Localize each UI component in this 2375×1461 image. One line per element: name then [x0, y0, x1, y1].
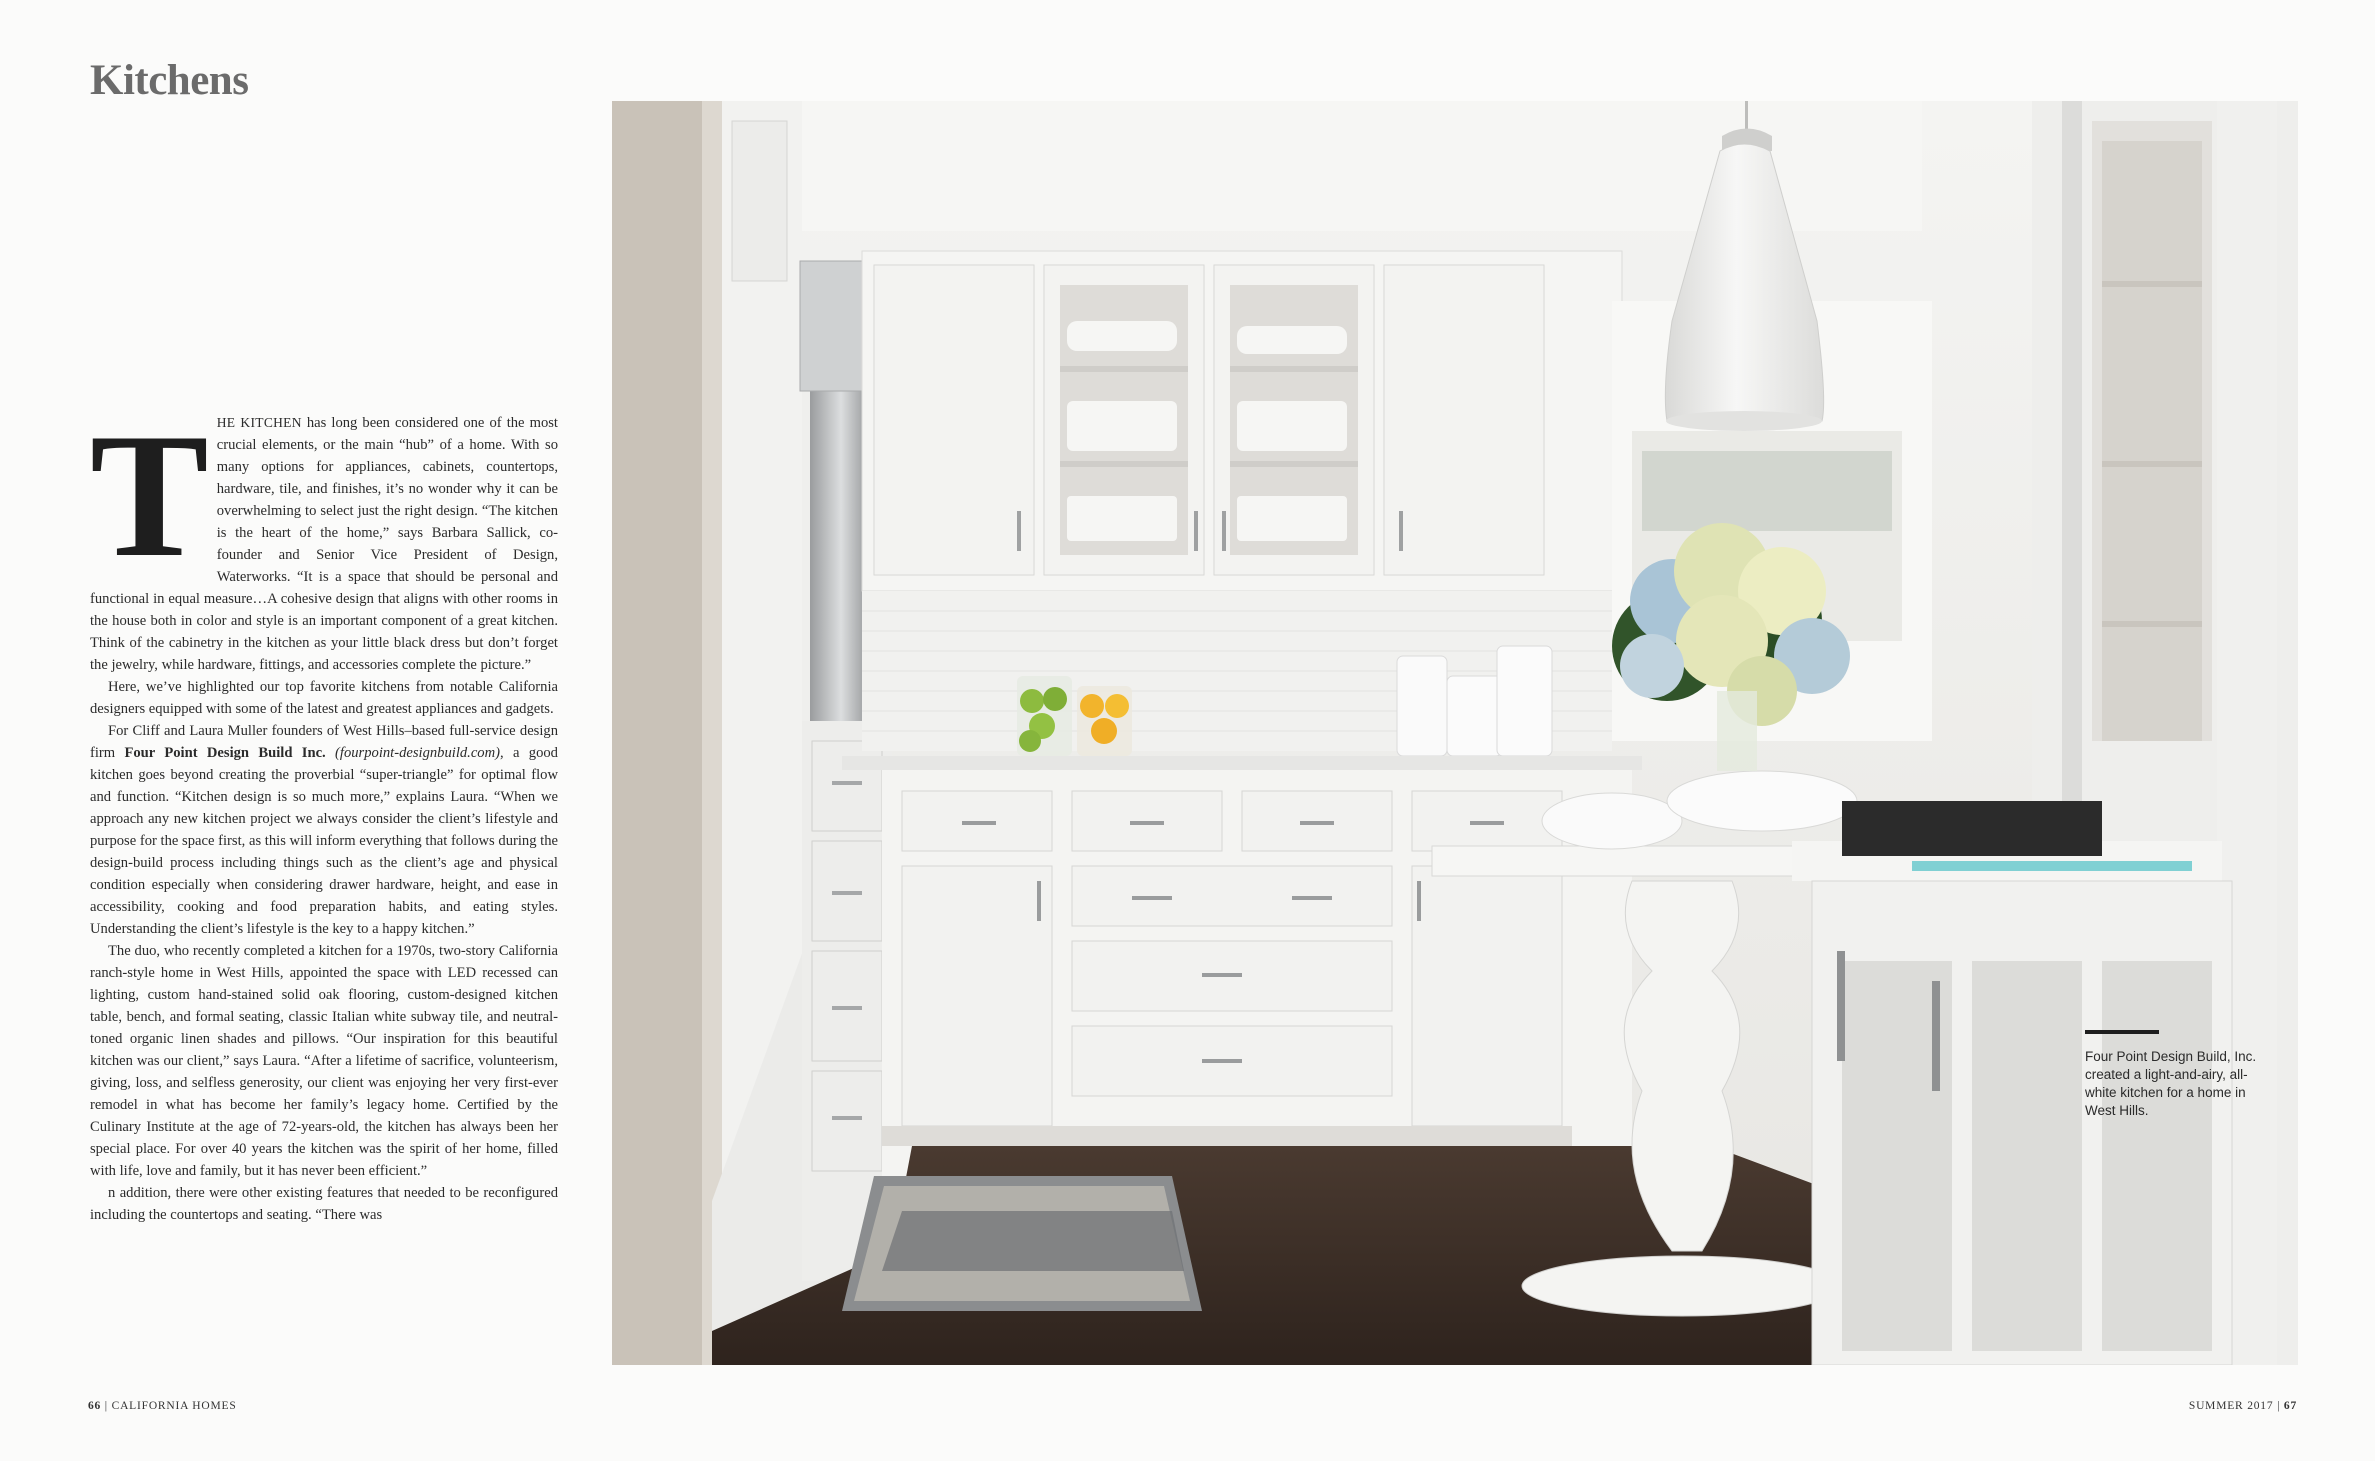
- paragraph-3-text-a: For Cliff and Laura Muller founders of West Hills–based full-service design firm: [90, 723, 558, 761]
- company-url: (fourpoint-designbuild.com): [335, 745, 501, 761]
- section-title: Kitchens: [90, 57, 249, 104]
- issue-name: SUMMER 2017: [2188, 1400, 2274, 1412]
- article-paragraph-1: [90, 396, 558, 676]
- folio-left: [88, 1400, 237, 1412]
- article-paragraph-5: n addition, there were other existing features that needed to be reconfigured including the countertops and seating. “There was: [90, 1185, 558, 1223]
- publication-name: CALIFORNIA HOMES: [111, 1400, 237, 1412]
- photo-caption: Four Point Design Build, Inc. created a light-and-airy, all-white kitchen for a home in West Hills.: [2085, 1049, 2257, 1118]
- kitchen-photo: [612, 101, 2298, 1365]
- article-body: [90, 396, 558, 1226]
- paragraph-1-text: has long been considered one of the most crucial elements, or the main “hub” of a home. With so many options for appliances, cabinets, countertops, hardware, tile, and finishes, it’s no wonder why it can be overwhelming to select just the right design. “The kitchen is the heart of the home,” says Barbara Sallick, co-founder and Senior Vice President of Design, Waterworks. “It is a space that should be personal and functional in equal measure…A cohesive design that aligns with other rooms in the house both in color and style is an important component of a great kitchen. Think of the cabinetry in the kitchen as your little black dress but don’t forget the jewelry, while hardware, fittings, and accessories complete the picture.”: [90, 415, 558, 673]
- article-paragraph-2: Here, we’ve highlighted our top favorite kitchens from notable California designers equipped with some of the latest and greatest appliances and gadgets.: [90, 679, 558, 717]
- folio-separator-left: |: [104, 1400, 108, 1412]
- lead-in: HE KITCHEN: [216, 415, 302, 430]
- caption-rule: [2085, 1030, 2159, 1034]
- right-page-number: 67: [2283, 1400, 2297, 1412]
- folio-separator-right: |: [2277, 1400, 2281, 1412]
- article-paragraph-3: [90, 720, 558, 940]
- paragraph-3-text-b: , a good kitchen goes beyond creating the proverbial “super-triangle” for optimal flow and function. “Kitchen design is so much more,” explains Laura. “When we approach any new kitchen project we always consider the client’s lifestyle and purpose for the space first, as this will inform everything that follows during the design-build process including things such as the client’s age and physical condition especially when considering drawer hardware, height, and ease in accessibility, cooking and food preparation habits, and eating styles. Understanding the client’s lifestyle is the key to a happy kitchen.”: [90, 745, 558, 937]
- article-paragraph-4: The duo, who recently completed a kitchen for a 1970s, two-story California ranch-style home in West Hills, appointed the space with LED recessed can lighting, custom hand-stained solid oak flooring, custom-designed kitchen table, bench, and formal seating, classic Italian white subway tile, and neutral-toned organic linen shades and pillows. “Our inspiration for this beautiful kitchen was our client,” says Laura. “After a lifetime of sacrifice, volunteerism, giving, loss, and selfless generosity, our client was enjoying her very first-ever remodel in what has become her family’s legacy home. Certified by the Culinary Institute at the age of 72-years-old, the kitchen has always been her special place. For over 40 years the kitchen was the spirit of her home, filled with life, love and family, but it has never been efficient.”: [90, 943, 558, 1179]
- drop-cap: T: [90, 396, 209, 594]
- folio-right: [2189, 1400, 2297, 1412]
- company-name: Four Point Design Build Inc.: [124, 745, 326, 761]
- left-page-number: 66: [88, 1400, 102, 1412]
